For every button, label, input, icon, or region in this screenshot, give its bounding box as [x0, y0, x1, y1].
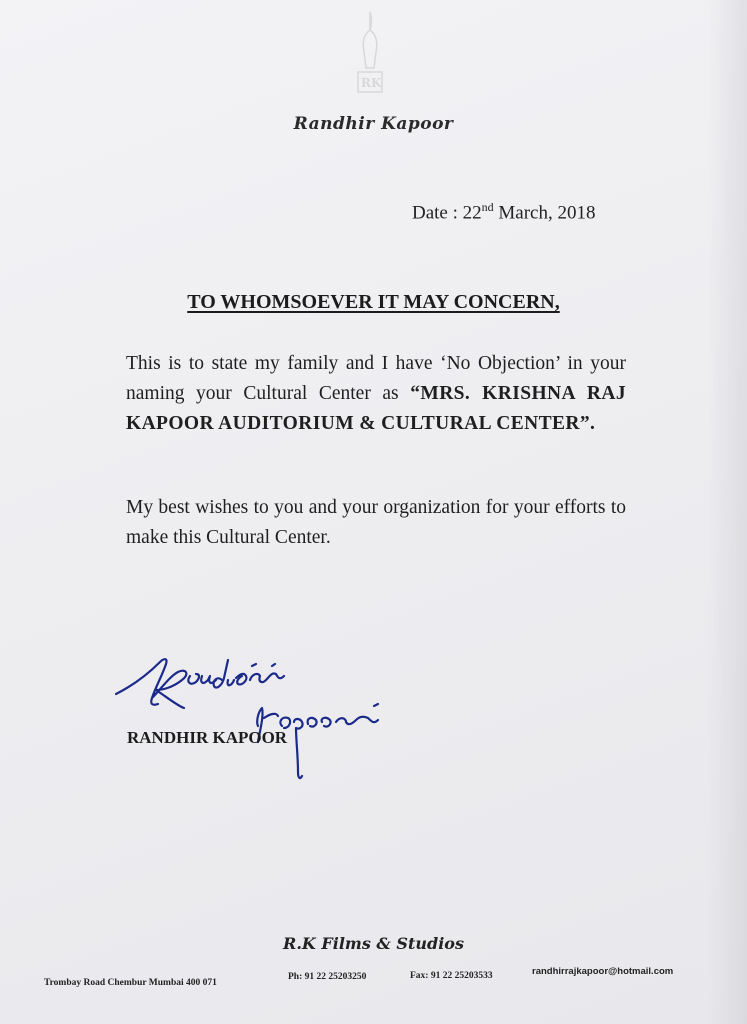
center-name: “MRS. KRISHNA RAJ KAPOOR AUDITORIUM & CULTURAL CENTER”.	[126, 383, 626, 434]
rk-emblem-watermark-icon	[352, 8, 388, 94]
date-day: Date : 22	[412, 202, 482, 224]
footer-email: randhirrajkapoor@hotmail.com	[532, 966, 674, 977]
handwritten-signature	[112, 646, 462, 786]
letter-heading: TO WHOMSOEVER IT MAY CONCERN,	[187, 291, 560, 313]
letterhead-name: Randhir Kapoor	[293, 114, 454, 134]
body-paragraph-1	[126, 349, 626, 439]
paragraph-1-text: This is to state my family and I have ‘No Objection’ in your naming your Cultural Center as	[126, 353, 626, 404]
signer-name: RANDHIR KAPOOR	[127, 728, 288, 747]
svg-text:RK: RK	[361, 76, 382, 90]
date-ordinal: nd	[481, 200, 494, 214]
date-month-year: March, 2018	[493, 202, 596, 224]
footer-phone: Ph: 91 22 25203250	[288, 972, 367, 982]
footer-fax: Fax: 91 22 25203533	[410, 971, 493, 981]
footer-address: Trombay Road Chembur Mumbai 400 071	[44, 978, 217, 988]
studio-name: R.K Films & Studios	[283, 934, 464, 953]
body-paragraph-2: My best wishes to you and your organization for your efforts to make this Cultural Center.	[126, 497, 626, 548]
letter-date	[412, 200, 596, 224]
